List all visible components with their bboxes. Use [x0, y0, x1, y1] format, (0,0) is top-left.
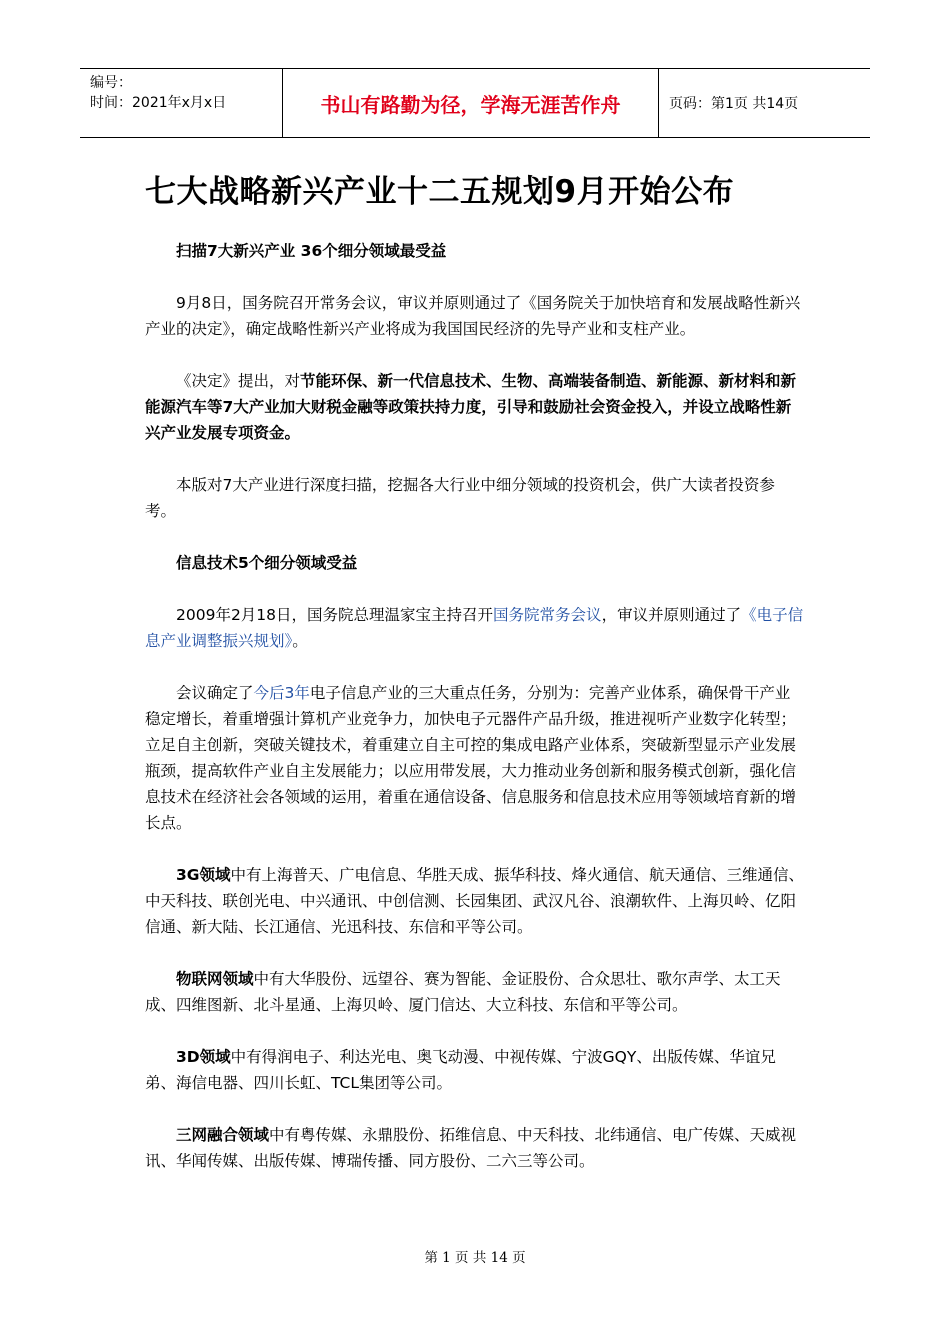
page-title: 七大战略新兴产业十二五规划9月开始公布 [145, 174, 735, 210]
header-motto: 书山有路勤为径，学海无涯苦作舟 [283, 69, 659, 137]
paragraph-meeting [145, 602, 805, 654]
paragraph-tasks [145, 680, 805, 836]
meeting-text-b: ，审议并原则通过了 [601, 606, 742, 624]
link-electronics-plan[interactable]: 《电子信息产业调整振兴规划》 [145, 606, 804, 650]
paragraph-decision [145, 368, 805, 446]
subtitle-paragraph [145, 238, 805, 264]
link-state-council-meeting[interactable]: 国务院常务会议 [493, 606, 602, 624]
decision-bold: 节能环保、新一代信息技术、生物、高端装备制造、新能源、新材料和新能源汽车等7大产业加大财税金融等政策扶持力度，引导和鼓励社会资金投入，并设立战略性新兴产业发展专项资金。 [145, 372, 797, 442]
paragraph-triple-play [145, 1122, 805, 1174]
text-triple-play: 中有粤传媒、永鼎股份、拓维信息、中天科技、北纬通信、电广传媒、天威视讯、华闻传媒、出版传媒、博瑞传播、同方股份、二六三等公司。 [145, 1126, 797, 1170]
header-table [80, 68, 870, 138]
paragraph-scan: 本版对7大产业进行深度扫描，挖掘各大行业中细分领域的投资机会，供广大读者投资参考。 [145, 476, 775, 520]
section-heading-paragraph [145, 550, 805, 576]
date-label: 时间：2021年x月x日 [90, 95, 227, 111]
decision-lead: 《决定》提出，对 [176, 372, 301, 390]
label-3g: 3G领域 [176, 866, 231, 884]
label-triple-play: 三网融合领域 [176, 1126, 270, 1144]
text-iot: 中有大华股份、远望谷、赛为智能、金证股份、合众思壮、歌尔声学、太工天成、四维图新、北斗星通、上海贝岭、厦门信达、大立科技、东信和平等公司。 [145, 970, 781, 1014]
page-footer: 第 1 页 共 14 页 [424, 1250, 526, 1266]
header-page-label: 页码：第1页 共14页 [669, 96, 799, 112]
meeting-text-c: 。 [292, 632, 308, 650]
paragraph-3d [145, 1044, 805, 1096]
text-3d: 中有得润电子、利达光电、奥飞动漫、中视传媒、宁波GQY、出版传媒、华谊兄弟、海信电器、四川长虹、TCL集团等公司。 [145, 1048, 776, 1092]
document-body [145, 238, 805, 1200]
paragraph-iot [145, 966, 805, 1018]
section-heading: 信息技术5个细分领域受益 [176, 554, 358, 572]
paragraph-3g [145, 862, 805, 940]
link-next-3-years[interactable]: 今后3年 [253, 684, 310, 702]
label-3d: 3D领域 [176, 1048, 231, 1066]
label-iot: 物联网领域 [176, 970, 254, 988]
header-meta [80, 69, 283, 137]
text-3g: 中有上海普天、广电信息、华胜天成、振华科技、烽火通信、航天通信、三维通信、中天科技、联创光电、中兴通讯、中创信测、长园集团、武汉凡谷、浪潮软件、上海贝岭、亿阳信通、新大陆、长江通信、光迅科技、东信和平等公司。 [145, 866, 805, 936]
tasks-text-a: 会议确定了 [176, 684, 254, 702]
meeting-text-a: 2009年2月18日，国务院总理温家宝主持召开 [176, 606, 494, 624]
subtitle-text: 扫描7大新兴产业 36个细分领域最受益 [176, 242, 447, 260]
paragraph-intro: 9月8日，国务院召开常务会议，审议并原则通过了《国务院关于加快培育和发展战略性新兴产业的决定》，确定战略性新兴产业将成为我国国民经济的先导产业和支柱产业。 [145, 294, 801, 338]
number-label: 编号： [90, 75, 132, 91]
tasks-text-b: 电子信息产业的三大重点任务，分别为：完善产业体系，确保骨干产业稳定增长，着重增强计算机产业竞争力，加快电子元器件产品升级，推进视听产业数字化转型；立足自主创新，突破关键技术，着重建立自主可控的集成电路产业体系，突破新型显示产业发展瓶颈，提高软件产业自主发展能力；以应用带发展，大力推动业务创新和服务模式创新，强化信息技术在经济社会各领域的运用，着重在通信设备、信息服务和信息技术应用等领域培育新的增长点。 [145, 684, 797, 832]
